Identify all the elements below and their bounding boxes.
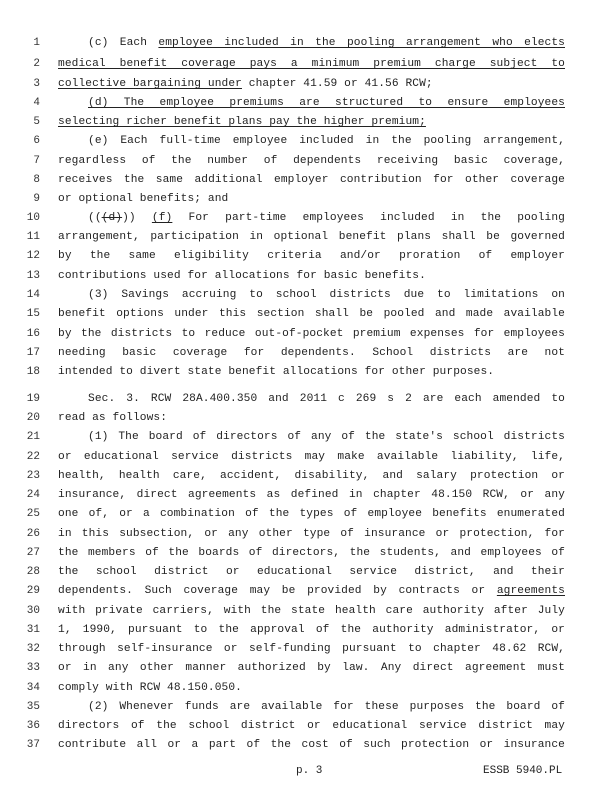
line-text: (2) Whenever funds are available for these purposes the board of: [88, 701, 565, 713]
amended-text: (f): [151, 212, 173, 224]
text-line: [0, 75, 607, 94]
text-line: [0, 621, 607, 640]
text-line: [0, 698, 607, 717]
line-number: 32: [26, 643, 40, 655]
line-text: or optional benefits; and: [58, 193, 229, 205]
line-number: 30: [26, 605, 40, 617]
line-text: one of, or a combination of the types of employee benefits enumerated: [58, 508, 565, 520]
text-line: [0, 717, 607, 736]
line-number: 15: [26, 308, 40, 320]
text-line: [0, 563, 607, 582]
text-line: [0, 390, 607, 409]
text-line: [0, 544, 607, 563]
text-line: [0, 286, 607, 305]
line-text: by the districts to reduce out-of-pocket premium expenses for employees: [58, 328, 565, 340]
line-text: (3) Savings accruing to school districts due to limitations on: [88, 289, 565, 301]
text-line: [0, 505, 607, 524]
line-number: 3: [33, 78, 40, 90]
line-text: needing basic coverage for dependents. School districts are not: [58, 347, 565, 359]
line-number: 6: [33, 135, 40, 147]
line-text: (((d))) (f) For part-time employees included in the pooling: [88, 212, 565, 224]
line-number: 21: [26, 431, 40, 443]
line-number: 16: [26, 328, 40, 340]
line-number: 29: [26, 585, 40, 597]
text-line: [0, 679, 607, 698]
text-line: [0, 190, 607, 209]
amended-text: medical benefit coverage pays a minimum premium charge subject to: [58, 58, 565, 70]
line-text: 1, 1990, pursuant to the approval of the authority administrator, or: [58, 624, 565, 636]
text-line: [0, 363, 607, 382]
line-number: 14: [26, 289, 40, 301]
line-text: or in any other manner authorized by law. Any direct agreement must: [58, 662, 565, 674]
line-text: [58, 55, 565, 74]
line-number: 27: [26, 547, 40, 559]
line-text: (c) Each employee included in the pooling arrangement who elects: [88, 37, 565, 49]
text-line: [0, 94, 607, 113]
line-text: or educational service districts may make available liability, life,: [58, 451, 565, 463]
line-number: 5: [33, 116, 40, 128]
text-line: [0, 113, 607, 132]
line-number: 28: [26, 566, 40, 578]
line-text: in this subsection, or any other type of insurance or protection, for: [58, 528, 565, 540]
line-number: 31: [26, 624, 40, 636]
text-line: [0, 34, 607, 53]
text-line: [0, 325, 607, 344]
line-number: 13: [26, 270, 40, 282]
text-line: [0, 228, 607, 247]
line-text: intended to divert state benefit allocations for other purposes.: [58, 366, 495, 378]
line-number: 11: [26, 231, 40, 243]
line-number: 33: [26, 662, 40, 674]
text-line: [0, 640, 607, 659]
line-text: regardless of the number of dependents receiving basic coverage,: [58, 155, 565, 167]
line-text: contribute all or a part of the cost of such protection or insurance: [58, 739, 565, 751]
line-number: 26: [26, 528, 40, 540]
line-text: [88, 94, 565, 113]
line-text: collective bargaining under chapter 41.59 or 41.56 RCW;: [58, 78, 433, 90]
line-text: benefit options under this section shall be pooled and made available: [58, 308, 565, 320]
line-number: 10: [26, 212, 40, 224]
text-line: [0, 467, 607, 486]
line-text: read as follows:: [58, 412, 168, 424]
line-number: 12: [26, 250, 40, 262]
line-text: directors of the school district or educational service district may: [58, 720, 565, 732]
line-number: 19: [26, 393, 40, 405]
line-text: Sec. 3. RCW 28A.400.350 and 2011 c 269 s 2 are each amended to: [88, 393, 565, 405]
text-line: [0, 525, 607, 544]
text-line: [0, 267, 607, 286]
line-number: 1: [33, 37, 40, 49]
amended-text: selecting richer benefit plans pay the higher premium;: [58, 116, 426, 128]
line-number: 8: [33, 174, 40, 186]
line-number: 34: [26, 682, 40, 694]
text-line: [0, 247, 607, 266]
line-number: 4: [33, 97, 40, 109]
line-number: 35: [26, 701, 40, 713]
text-line: [0, 152, 607, 171]
text-line: [0, 448, 607, 467]
amended-text: collective bargaining under: [58, 78, 242, 90]
amended-text: employee included in the pooling arrangement who elects: [158, 37, 565, 49]
text-line: [0, 132, 607, 151]
line-text: contributions used for allocations for basic benefits.: [58, 270, 426, 282]
line-number: 18: [26, 366, 40, 378]
line-text: health, health care, accident, disability, and salary protection or: [58, 470, 565, 482]
line-number: 24: [26, 489, 40, 501]
line-text: (e) Each full-time employee included in the pooling arrangement,: [88, 135, 565, 147]
text-line: [0, 209, 607, 228]
line-text: with private carriers, with the state health care authority after July: [58, 605, 565, 617]
line-text: through self-insurance or self-funding pursuant to chapter 48.62 RCW,: [58, 643, 565, 655]
line-text: insurance, direct agreements as defined in chapter 48.150 RCW, or any: [58, 489, 565, 501]
text-line: [0, 582, 607, 601]
line-text: dependents. Such coverage may be provided by contracts or agreements: [58, 585, 565, 597]
line-text: arrangement, participation in optional benefit plans shall be governed: [58, 231, 565, 243]
text-line: [0, 428, 607, 447]
line-text: (1) The board of directors of any of the state's school districts: [88, 431, 565, 443]
page-number: p. 3: [296, 765, 323, 777]
line-text: the school district or educational service district, and their: [58, 566, 565, 578]
bill-number: ESSB 5940.PL: [483, 765, 563, 777]
text-line: [0, 344, 607, 363]
line-number: 7: [33, 155, 40, 167]
line-number: 20: [26, 412, 40, 424]
line-number: 9: [33, 193, 40, 205]
line-text: receives the same additional employer contribution for other coverage: [58, 174, 565, 186]
line-number: 23: [26, 470, 40, 482]
line-text: the members of the boards of directors, the students, and employees of: [58, 547, 565, 559]
line-text: by the same eligibility criteria and/or proration of employer: [58, 250, 565, 262]
text-line: [0, 486, 607, 505]
text-line: [0, 736, 607, 755]
text-line: [0, 171, 607, 190]
text-line: [0, 659, 607, 678]
line-number: 36: [26, 720, 40, 732]
text-line: [0, 305, 607, 324]
line-text: [58, 113, 565, 132]
line-number: 17: [26, 347, 40, 359]
line-number: 25: [26, 508, 40, 520]
text-line: [0, 409, 607, 428]
line-number: 22: [26, 451, 40, 463]
line-number: 2: [33, 58, 40, 70]
amended-text: (d) The employee premiums are structured to ensure employees: [88, 97, 565, 109]
line-text: comply with RCW 48.150.050.: [58, 682, 242, 694]
text-line: [0, 602, 607, 621]
text-line: [0, 55, 607, 74]
amended-text: agreements: [496, 585, 565, 597]
line-number: 37: [26, 739, 40, 751]
